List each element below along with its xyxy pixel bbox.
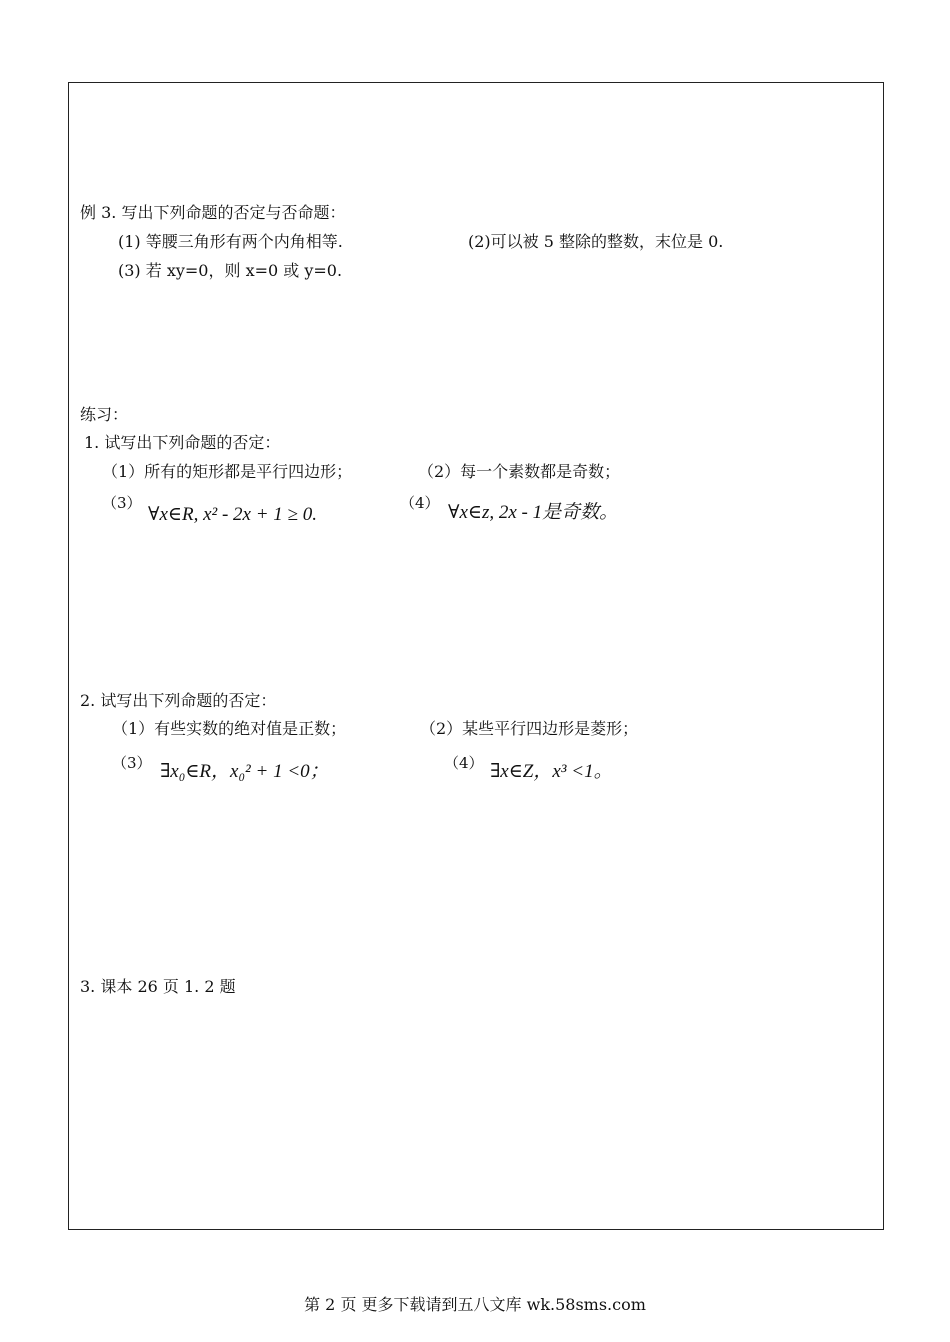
practice-q2-item-1: （1）有些实数的绝对值是正数；: [112, 719, 347, 738]
practice-q1-item-4-label: （4）: [400, 494, 440, 512]
practice-q2-item-4-formula: ∃x∈Z，x³ <1。: [490, 761, 613, 782]
practice-q2-item-3-formula: ∃x₀∈R，x₀² + 1 <0；: [160, 761, 329, 782]
content-frame: [68, 82, 884, 1230]
practice-q1-item-2: （2）每一个素数都是奇数；: [418, 462, 621, 481]
practice-q1-item-4-formula: ∀x∈z, 2x - 1是奇数。: [448, 502, 619, 523]
example3-item-2: (2)可以被 5 整除的整数，末位是 0.: [468, 232, 724, 251]
practice-q1-item-1: （1）所有的矩形都是平行四边形；: [102, 462, 353, 481]
practice-q1-item-3-formula: ∀x∈R, x² - 2x + 1 ≥ 0.: [148, 504, 317, 525]
page-footer: 第 2 页 更多下载请到五八文库 wk.58sms.com: [304, 1295, 646, 1314]
practice-q2-item-4-label: （4）: [444, 754, 484, 772]
practice-q2-item-2: （2）某些平行四边形是菱形；: [420, 719, 639, 738]
practice-q1-item-3-label: （3）: [102, 494, 142, 512]
example3-title: 例 3. 写出下列命题的否定与否命题：: [80, 203, 346, 222]
example3-item-1: (1) 等腰三角形有两个内角相等.: [118, 232, 343, 251]
practice-q2-title: 2. 试写出下列命题的否定：: [80, 691, 277, 710]
practice-q2-item-3-label: （3）: [112, 754, 152, 772]
practice-heading: 练习：: [80, 405, 129, 424]
example3-item-3: (3) 若 xy=0，则 x=0 或 y=0.: [118, 261, 343, 280]
practice-q1-title: 1. 试写出下列命题的否定：: [84, 433, 281, 452]
practice-q3: 3. 课本 26 页 1. 2 题: [80, 977, 236, 996]
